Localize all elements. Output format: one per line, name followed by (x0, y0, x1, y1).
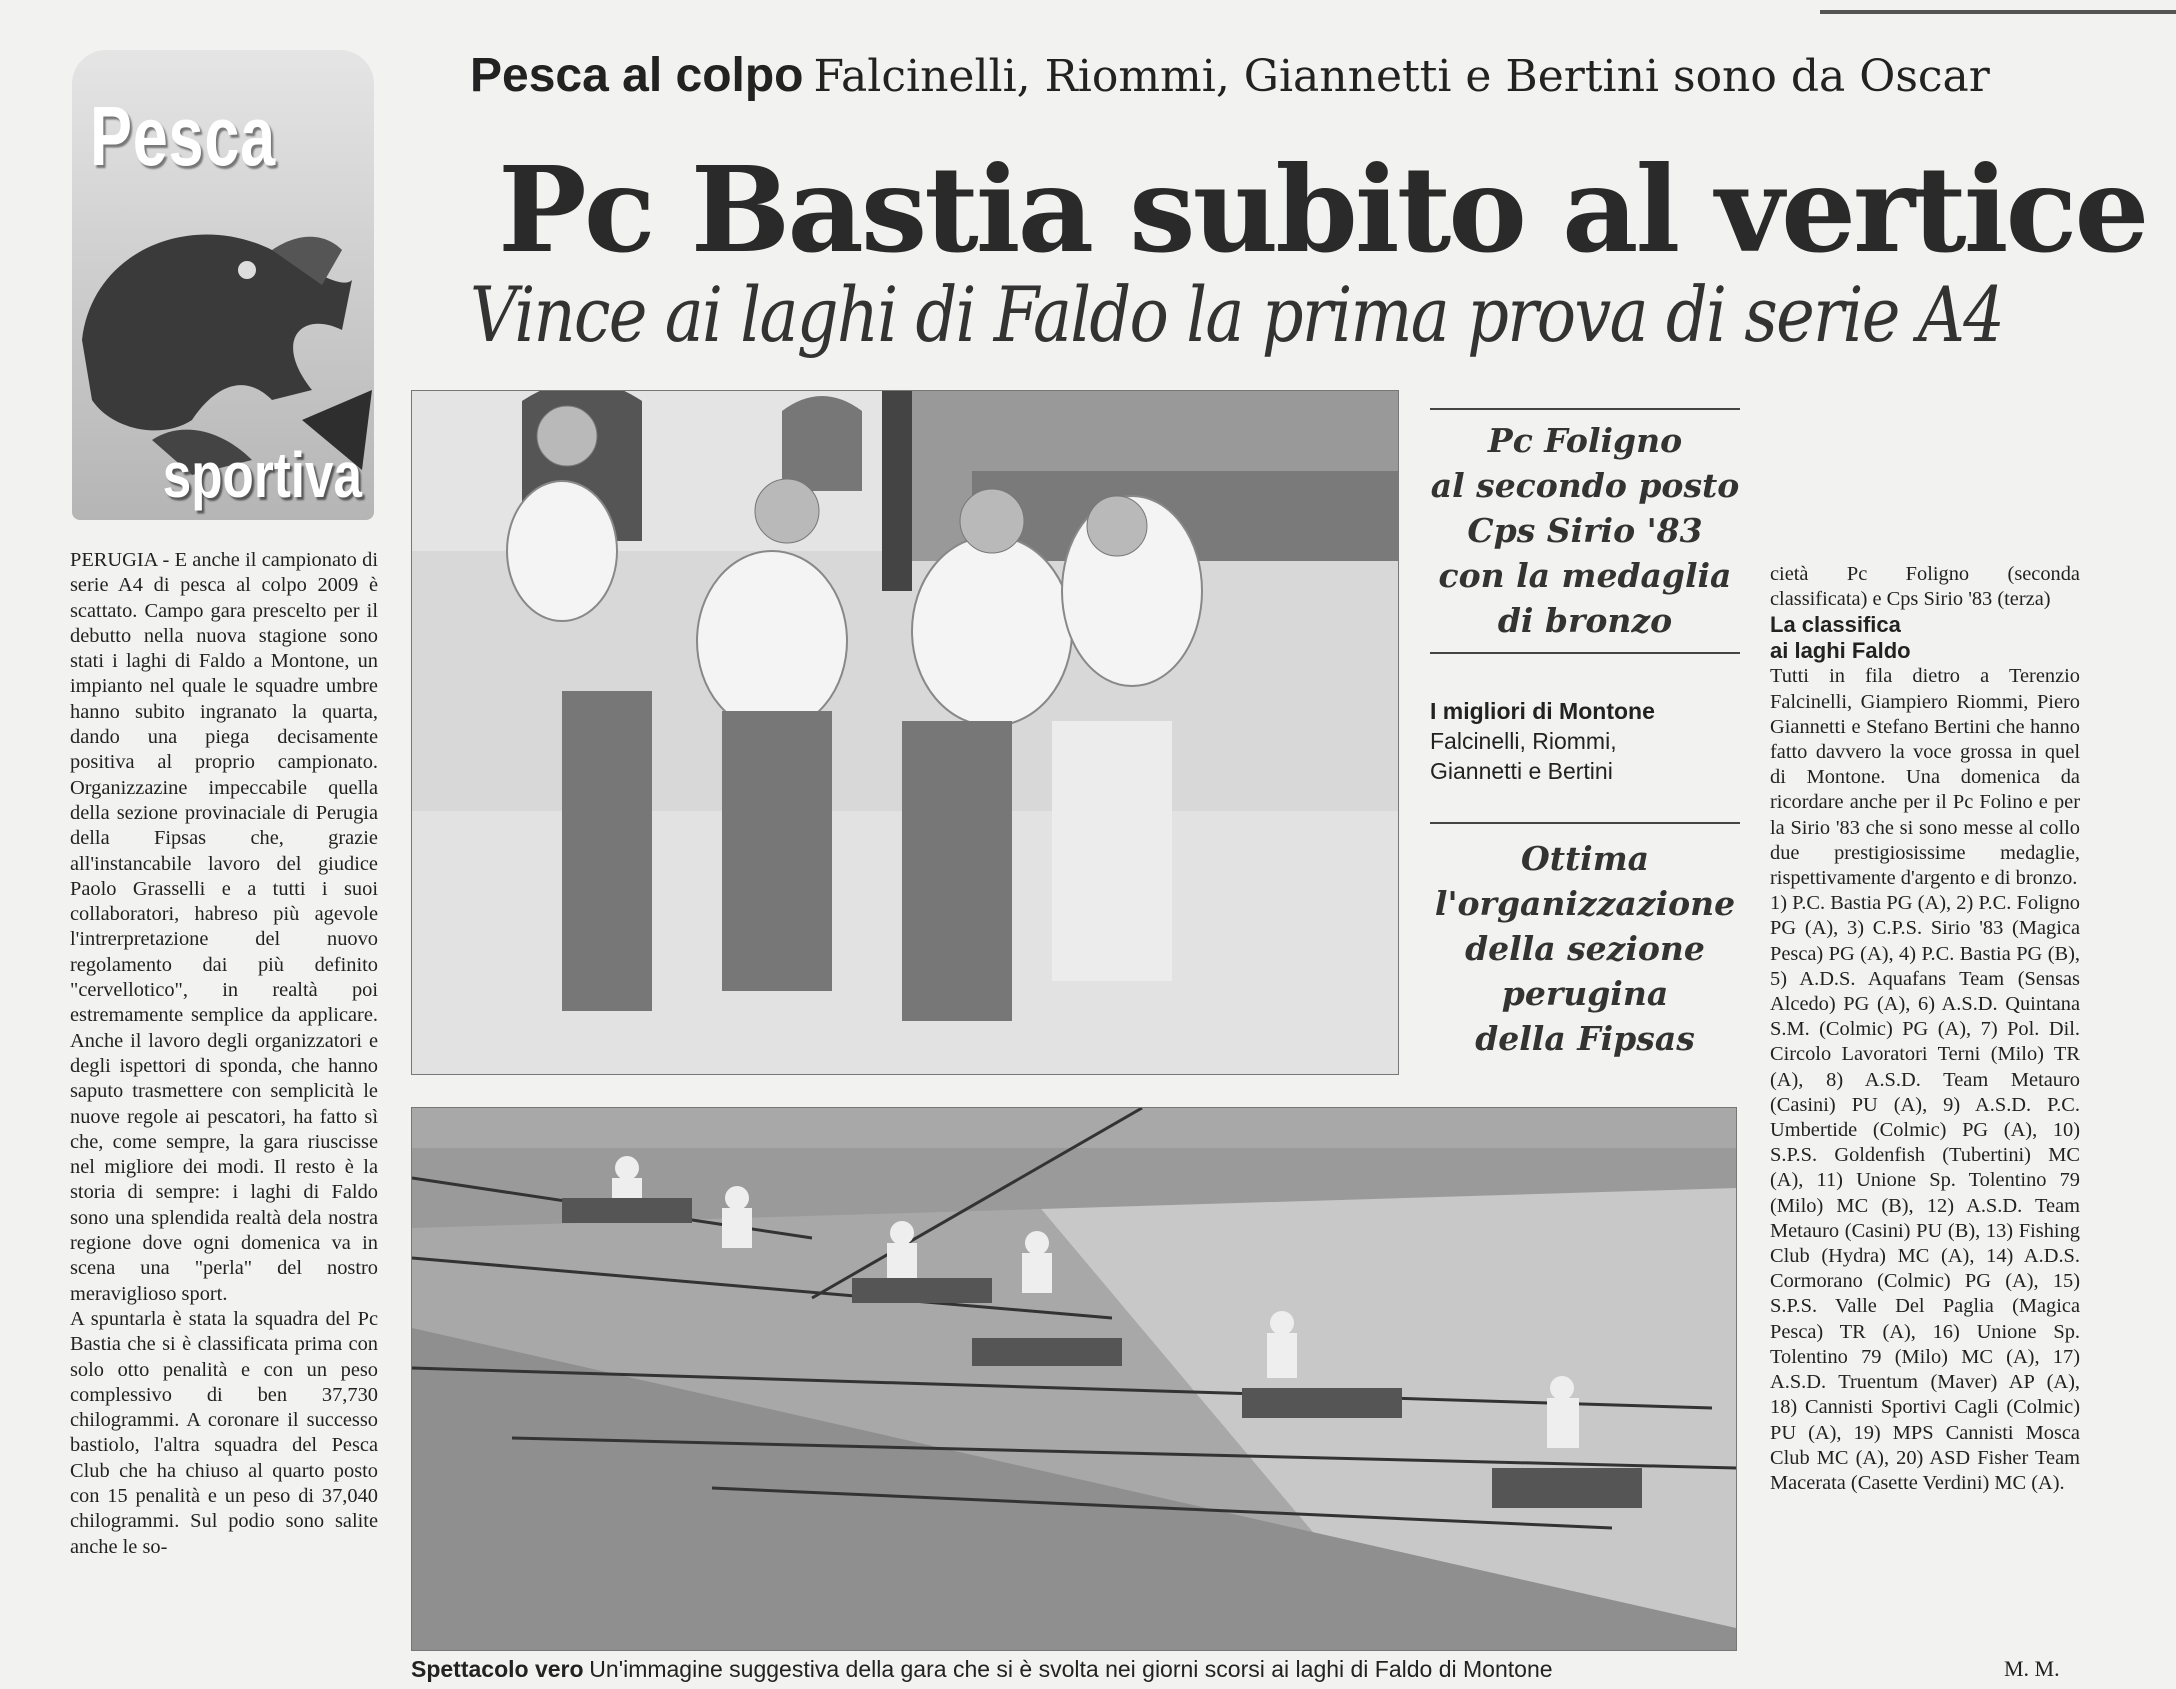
ranking-list: 1) P.C. Bastia PG (A), 2) P.C. Foligno PG (A), 3) C.P.S. Sirio '83 (Magica Pesca) PG (A), 4) P.C. Bastia PG (B), 5) A.D.S. Aquafans Team (Sensas Alcedo) PG (A), 6) A.S.D. Quintana S.M. (Colmic) PG (A), 7) Pol. Dil. Circolo Lavoratori Terni (Milo) TR (A), 8) A.S.D. Team Metauro (Casini) PU (A), 9) A.S.D. P.C. Umbertide (Colmic) PG (A), 10) S.P.S. Goldenfish (Tubertini) MC (A), 11) Unione Sp. Tolentino 79 (Milo) MC (B), 12) A.S.D. Team Metauro (Casini) PU (B), 13) Fishing Club (Hydra) MC (A), 14) A.D.S. Cormorano (Colmic) PG (A), 15) S.P.S. Valle Del Paglia (Magica Pesca) TR (A), 16) Unione Sp. Tolentino 79 (Milo) MC (A), 17) A.S.D. Truentum (Maver) AP (A), 18) Cannisti Sportivi Cagli (Colmic) PU (A), 19) MPS Cannisti Mosca Club MC (A), 20) ASD Fisher Team Macerata (Casette Verdini) MC (A). (1770, 892, 2080, 1494)
team-photo (411, 390, 1399, 1075)
best-line: Falcinelli, Riommi, (1430, 728, 1617, 754)
photo-caption (411, 1656, 1553, 1683)
paragraph: A spuntarla è stata la squadra del Pc Bastia che si è classificata prima con solo otto penalità e con un peso complessivo di ben 37,730 chilogrammi. A coronare il successo bastiolo, l'altra squadra del Pesca Club che ha chiuso al quarto posto con 15 penalità e un peso di 37,040 chilogrammi. Sul podio sono salite anche le so- (70, 1307, 378, 1558)
pull-line: con la medaglia (1438, 556, 1732, 595)
pull-line: di bronzo (1497, 601, 1673, 640)
caption-text: Un'immagine suggestiva della gara che si è svolta nei giorni scorsi ai laghi di Faldo di Montone (589, 1656, 1553, 1682)
headline: Pc Bastia subito al vertice (498, 140, 2147, 279)
paragraph: cietà Pc Foligno (seconda classificata) e Cps Sirio '83 (terza) (1770, 563, 2080, 611)
subheadline: Vince ai laghi di Faldo la prima prova di serie A4 (470, 270, 2004, 359)
best-anglers-box (1430, 696, 1740, 786)
ranking-heading-line: La classifica (1770, 612, 1901, 638)
paragraph: Tutti in fila dietro a Terenzio Falcinelli, Giampiero Riommi, Piero Giannetti e Stefano Bertini che hanno fatto davvero la voce grossa in quel di Montone. Una domenica da ricordare anche per il Pc Folino e per la Sirio '83 che si sono messe al collo due prestigiosissime medaglie, rispettivamente d'argento e di bronzo. (1770, 665, 2080, 890)
divider (1430, 408, 1740, 410)
paragraph: PERUGIA - E anche il campionato di serie A4 di pesca al colpo 2009 è scattato. Campo gara prescelto per il debutto nella nuova stagione sono stati i laghi di Faldo a Montone, un impianto nel quale le squadre umbre hanno subito ingranato la quarta, dando una piega decisamente positiva al proprio campionato. Organizzazine impeccabile quella della sezione provinaciale di Perugia della Fipsas che, grazie all'instancabile lavoro del giudice Paolo Grasselli e a tutti i suoi collaboratori, habreso più agevole l'intrerpretazione del nuovo regolamento dai più definito "cervellotico", in realtà poi estremamente semplice da applicare. Anche il lavoro degli organizzatori e degli ispettori di sponda, che hanno saputo trasmettere con semplicità le nuove regole ai pescatori, ha fatto sì che, come sempre, la gara riuscisse nel migliore dei modi. Il resto è la storia di sempre: i laghi di Faldo sono una splendida realtà dela nostra regione dove ogni domenica va in scena una "perla" del nostro meraviglioso sport. (70, 549, 378, 1305)
divider (1430, 652, 1740, 654)
article-right-column (1770, 562, 2080, 1496)
pull-line: l'organizzazione (1434, 884, 1736, 923)
pull-line: perugina (1501, 974, 1669, 1013)
pull-line: al secondo posto (1430, 466, 1740, 505)
pull-line: della sezione (1465, 929, 1705, 968)
pull-line: Pc Foligno (1487, 421, 1683, 460)
best-title: I migliori di Montone (1430, 698, 1655, 724)
author-signature: M. M. (2004, 1656, 2060, 1681)
kicker (470, 48, 2030, 103)
ranking-heading-line: ai laghi Faldo (1770, 638, 1911, 664)
best-line: Giannetti e Bertini (1430, 758, 1613, 784)
fishing-photo (411, 1107, 1737, 1651)
pull-line: Ottima (1520, 839, 1650, 878)
logo-word-pesca: Pesca (90, 89, 276, 183)
article-left-column (70, 548, 378, 1560)
ranking-heading (1770, 612, 2080, 664)
caption-bold: Spettacolo vero (411, 1656, 584, 1682)
pull-line: Cps Sirio '83 (1467, 511, 1703, 550)
kicker-text: Falcinelli, Riommi, Giannetti e Bertini sono da Oscar (813, 51, 1990, 102)
kicker-bold: Pesca al colpo (470, 49, 804, 102)
logo-word-sportiva: sportiva (162, 439, 362, 511)
pull-quote-organizzazione (1430, 836, 1740, 1061)
divider (1430, 822, 1740, 824)
pull-quote-foligno (1430, 418, 1740, 643)
section-logo (72, 50, 374, 520)
page-top-rule (1820, 10, 2176, 14)
pull-line: della Fipsas (1475, 1019, 1695, 1058)
